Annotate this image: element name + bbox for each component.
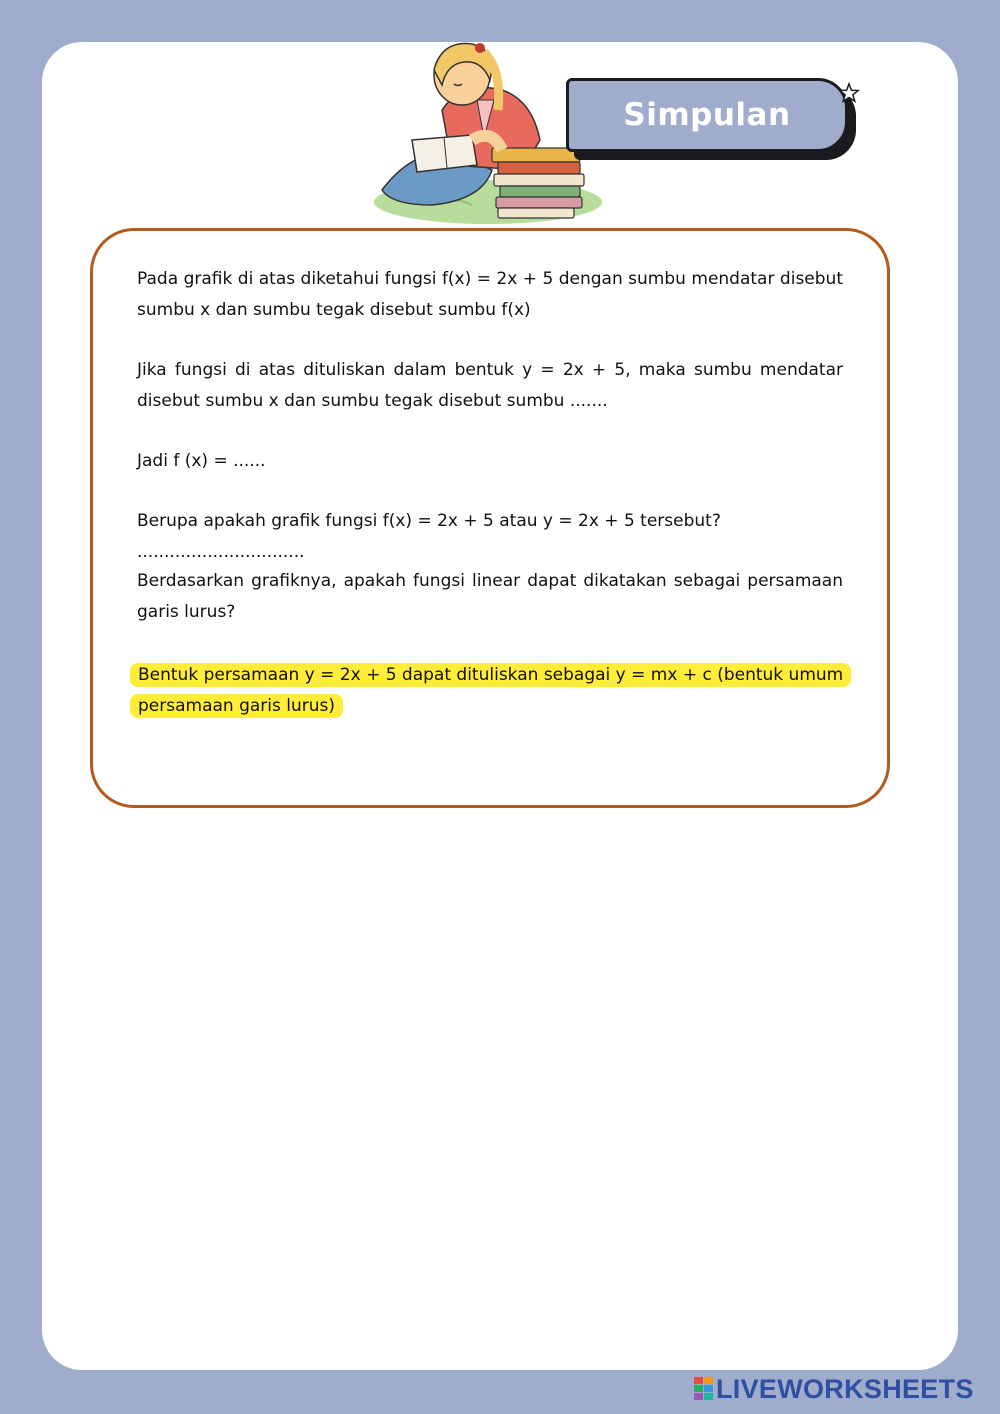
title-banner — [566, 78, 866, 164]
paragraph-jadi-fx: Jadi f (x) = ...... — [137, 451, 266, 471]
page-title: Simpulan — [566, 78, 848, 152]
liveworksheets-logo — [694, 1377, 714, 1401]
brand-footer[interactable] — [694, 1374, 974, 1404]
highlighted-conclusion — [130, 660, 875, 722]
paragraph-function-axes: Pada grafik di atas diketahui fungsi f(x) = 2x + 5 dengan sumbu mendatar disebut sumbu x dan sumbu tegak disebut sumbu f(x) — [137, 269, 843, 320]
star-icon — [838, 82, 860, 104]
paragraph-graph-shape-question: Berupa apakah grafik fungsi f(x) = 2x + 5 atau y = 2x + 5 tersebut? ............................... — [137, 511, 721, 562]
highlighted-conclusion-text: Bentuk persamaan y = 2x + 5 dapat dituliskan sebagai y = mx + c (bentuk umum persamaan garis lurus) — [130, 663, 851, 718]
brand-name: LIVEWORKSHEETS — [716, 1373, 974, 1404]
paragraph-y-axis-question: Jika fungsi di atas dituliskan dalam bentuk y = 2x + 5, maka sumbu mendatar disebut sumbu x dan sumbu tegak disebut sumbu ....... — [137, 360, 843, 411]
paragraph-linear-question: Berdasarkan grafiknya, apakah fungsi linear dapat dikatakan sebagai persamaan garis lurus? — [137, 571, 843, 622]
